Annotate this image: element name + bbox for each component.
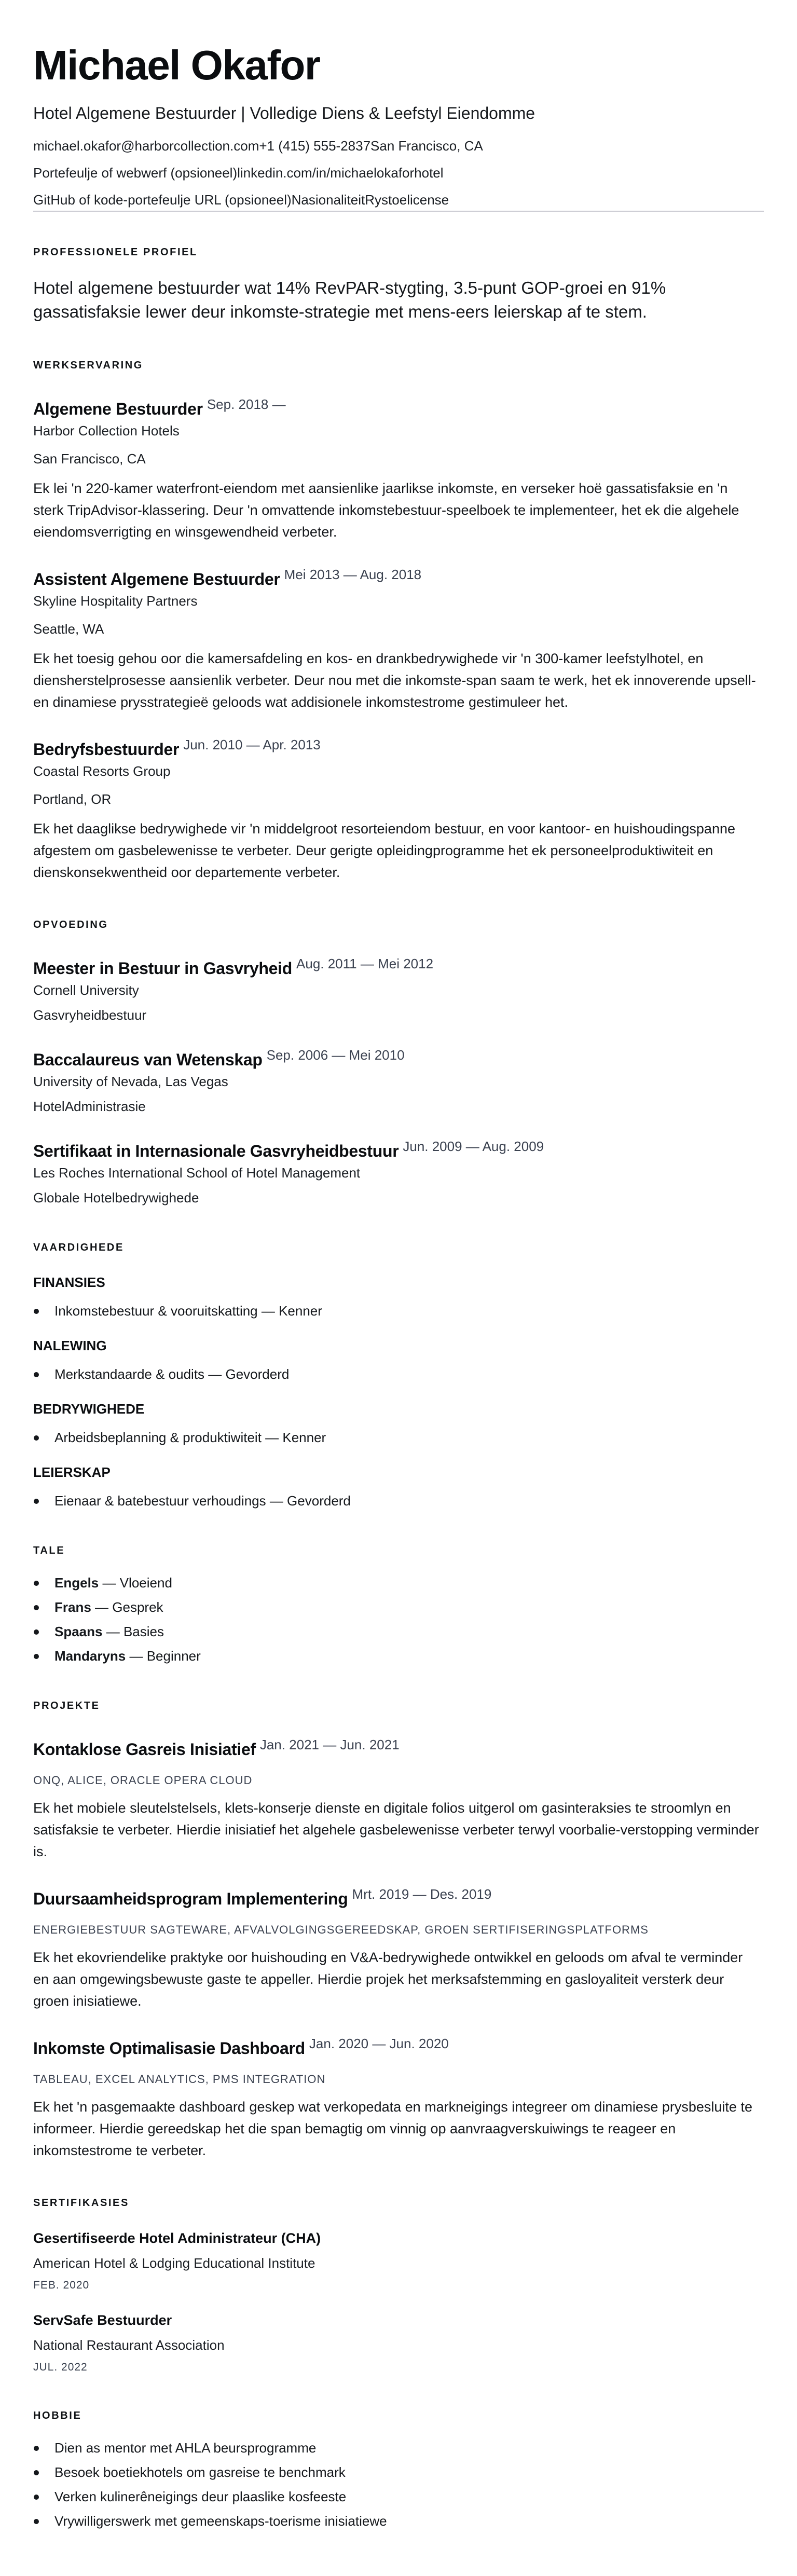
project-dates: Jan. 2021 — Jun. 2021 bbox=[259, 1737, 400, 1752]
skill-text: Inkomstebestuur & vooruitskatting — Kenner bbox=[54, 1303, 322, 1319]
education-section bbox=[33, 919, 764, 1206]
hobby-text: Dien as mentor met AHLA beursprogramme bbox=[54, 2440, 317, 2456]
project-dates: Jan. 2020 — Jun. 2020 bbox=[309, 2036, 449, 2051]
project-tags: ENERGIEBESTUUR SAGTEWARE, AFVALVOLGINGSGEREEDSKAP, GROEN SERTIFISERINGSPLATFORMS bbox=[33, 1923, 649, 1936]
skill-category: FINANSIES bbox=[33, 1275, 105, 1290]
bullet-icon bbox=[34, 1605, 39, 1610]
project-title: Kontaklose Gasreis Inisiatief bbox=[33, 1740, 256, 1759]
field-of-study: Globale Hotelbedrywighede bbox=[33, 1190, 199, 1205]
bullet-icon bbox=[34, 2446, 39, 2451]
education-dates: Aug. 2011 — Mei 2012 bbox=[296, 956, 434, 971]
hobby-text: Verken kulinerêneigings deur plaaslike kosfeeste bbox=[54, 2489, 347, 2504]
license-text: Rystoelicense bbox=[365, 192, 449, 208]
field-of-study: HotelAdministrasie bbox=[33, 1099, 146, 1114]
education-item bbox=[33, 1049, 764, 1115]
project-dates: Mrt. 2019 — Des. 2019 bbox=[352, 1886, 492, 1902]
education-item bbox=[33, 958, 764, 1023]
degree-title: Sertifikaat in Internasionale Gasvryheidbestuur bbox=[33, 1142, 399, 1160]
certification-date: FEB. 2020 bbox=[33, 2279, 90, 2291]
education-dates: Sep. 2006 — Mei 2010 bbox=[266, 1047, 405, 1063]
bullet-icon bbox=[34, 1654, 39, 1659]
bullet-icon bbox=[34, 1499, 39, 1504]
experience-item bbox=[33, 396, 764, 543]
bullet-icon bbox=[34, 2495, 39, 2500]
hobby-item bbox=[33, 2464, 764, 2481]
job-dates: Sep. 2018 — bbox=[207, 396, 286, 412]
language-level: Beginner bbox=[146, 1648, 201, 1664]
contact-info bbox=[33, 138, 764, 211]
language-separator: — bbox=[91, 1599, 113, 1615]
language-separator: — bbox=[99, 1575, 120, 1591]
company-name: Harbor Collection Hotels bbox=[33, 423, 180, 439]
company-name: Coastal Resorts Group bbox=[33, 763, 171, 779]
github-link[interactable]: GitHub of kode-portefeulje URL (opsioneel) bbox=[33, 192, 292, 208]
contact-row-3 bbox=[33, 192, 764, 211]
bullet-icon bbox=[34, 1581, 39, 1586]
certifications-section bbox=[33, 2197, 764, 2374]
hobby-text: Vrywilligerswerk met gemeenskaps-toerisme inisiatiewe bbox=[54, 2513, 387, 2529]
skill-text: Merkstandaarde & oudits — Gevorderd bbox=[54, 1366, 290, 1382]
skill-text: Arbeidsbeplanning & produktiwiteit — Kenner bbox=[54, 1430, 326, 1445]
bullet-icon bbox=[34, 1309, 39, 1314]
certification-item bbox=[33, 2312, 764, 2374]
bullet-icon bbox=[34, 2519, 39, 2524]
headline: Hotel Algemene Bestuurder | Volledige Diens & Leefstyl Eiendomme bbox=[33, 104, 535, 122]
project-item bbox=[33, 1739, 764, 1862]
skill-group bbox=[33, 1275, 764, 1319]
linkedin-link[interactable]: linkedin.com/in/michaelokaforhotel bbox=[237, 165, 444, 181]
education-head bbox=[33, 958, 764, 979]
language-item bbox=[33, 1623, 764, 1640]
portfolio-link[interactable]: Portefeulje of webwerf (opsioneel) bbox=[33, 165, 238, 181]
language-separator: — bbox=[102, 1624, 123, 1639]
job-description: Ek het daaglikse bedrywighede vir 'n middelgroot resorteiendom bestuur, en voor kantoor- en huishoudingspanne afgestem om gasbelewenisse te verbeter. Deur gerigte opleidingprogramme het ek personeelproduktiwiteit en dienskonsekwentheid oor departemente verbeter. bbox=[33, 821, 735, 880]
skill-item bbox=[33, 1492, 764, 1509]
certification-issuer: National Restaurant Association bbox=[33, 2337, 225, 2353]
project-head bbox=[33, 1739, 764, 1760]
skill-category: NALEWING bbox=[33, 1338, 107, 1353]
education-item bbox=[33, 1141, 764, 1206]
job-dates: Mei 2013 — Aug. 2018 bbox=[284, 567, 422, 582]
skill-group bbox=[33, 1401, 764, 1446]
candidate-name: Michael Okafor bbox=[33, 42, 320, 88]
experience-head bbox=[33, 569, 764, 590]
experience-head bbox=[33, 396, 764, 419]
section-title-certifications: SERTIFIKASIES bbox=[33, 2197, 129, 2209]
project-tags: TABLEAU, EXCEL ANALYTICS, PMS INTEGRATION bbox=[33, 2073, 326, 2086]
experience-item bbox=[33, 739, 764, 883]
bullet-icon bbox=[34, 1372, 39, 1377]
skill-item bbox=[33, 1366, 764, 1382]
section-title-projects: PROJEKTE bbox=[33, 1700, 100, 1711]
summary-text: Hotel algemene bestuurder wat 14% RevPAR-stygting, 3.5-punt GOP-groei en 91% gassatisfaksie lewer deur inkomste-strategie met mens-eers leierskap af te stem. bbox=[33, 278, 666, 321]
language-level: Gesprek bbox=[112, 1599, 163, 1615]
education-head bbox=[33, 1141, 764, 1161]
language-separator: — bbox=[126, 1648, 147, 1664]
project-head bbox=[33, 2038, 764, 2059]
job-location: San Francisco, CA bbox=[33, 451, 146, 467]
language-item bbox=[33, 1599, 764, 1615]
job-location: Portland, OR bbox=[33, 791, 112, 807]
school-name: Les Roches International School of Hotel Management bbox=[33, 1165, 361, 1181]
skill-list bbox=[33, 1492, 764, 1509]
section-title-skills: VAARDIGHEDE bbox=[33, 1242, 124, 1253]
education-head bbox=[33, 1049, 764, 1070]
skill-item bbox=[33, 1429, 764, 1446]
job-title: Assistent Algemene Bestuurder bbox=[33, 570, 280, 588]
language-item bbox=[33, 1574, 764, 1591]
skills-section bbox=[33, 1241, 764, 1509]
section-title-education: OPVOEDING bbox=[33, 919, 108, 930]
hobby-item bbox=[33, 2513, 764, 2529]
hobby-item bbox=[33, 2440, 764, 2456]
certification-name: Gesertifiseerde Hotel Administrateur (CHA) bbox=[33, 2230, 321, 2246]
summary-section bbox=[33, 246, 764, 324]
language-level: Basies bbox=[123, 1624, 164, 1639]
section-title-summary: PROFESSIONELE PROFIEL bbox=[33, 246, 198, 258]
experience-section bbox=[33, 359, 764, 883]
language-name: Mandaryns bbox=[54, 1648, 126, 1664]
skill-group bbox=[33, 1338, 764, 1382]
language-level: Vloeiend bbox=[119, 1575, 172, 1591]
project-title: Duursaamheidsprogram Implementering bbox=[33, 1889, 348, 1908]
hobby-item bbox=[33, 2488, 764, 2505]
bullet-icon bbox=[34, 1629, 39, 1635]
degree-title: Baccalaureus van Wetenskap bbox=[33, 1050, 263, 1069]
section-title-languages: TALE bbox=[33, 1545, 65, 1556]
project-description: Ek het mobiele sleutelstelsels, klets-konserje dienste en digitale folios uitgerol om gasinteraksies te stroomlyn en satisfaksie te verbeter. Hierdie inisiatief het algehele gasbelewenisse verbeter terwyl voorbalie-verstopping verminder is. bbox=[33, 1800, 759, 1859]
job-dates: Jun. 2010 — Apr. 2013 bbox=[183, 737, 321, 752]
language-list bbox=[33, 1574, 764, 1664]
skill-category: LEIERSKAP bbox=[33, 1464, 111, 1480]
project-item bbox=[33, 2038, 764, 2161]
school-name: University of Nevada, Las Vegas bbox=[33, 1074, 228, 1089]
project-description: Ek het ekovriendelike praktyke oor huishouding en V&A-bedrywighede ontwikkel en geloods om afval te verminder en aan omgewingsbewuste gaste te appeller. Hierdie projek het merksafstemming en gasloyaliteit versterk deur groen inisiatiewe. bbox=[33, 1950, 743, 2009]
section-title-experience: WERKSERVARING bbox=[33, 360, 143, 371]
nationality-text: Nasionaliteit bbox=[291, 192, 365, 208]
job-title: Bedryfsbestuurder bbox=[33, 740, 180, 759]
project-item bbox=[33, 1888, 764, 2012]
certification-name: ServSafe Bestuurder bbox=[33, 2312, 172, 2328]
experience-item bbox=[33, 569, 764, 713]
company-name: Skyline Hospitality Partners bbox=[33, 593, 198, 609]
contact-row-2 bbox=[33, 165, 764, 192]
degree-title: Meester in Bestuur in Gasvryheid bbox=[33, 959, 293, 978]
project-tags: ONQ, ALICE, ORACLE OPERA CLOUD bbox=[33, 1774, 253, 1787]
job-location: Seattle, WA bbox=[33, 621, 104, 637]
language-item bbox=[33, 1648, 764, 1664]
language-name: Engels bbox=[54, 1575, 99, 1591]
bullet-icon bbox=[34, 2470, 39, 2475]
skill-group bbox=[33, 1464, 764, 1509]
field-of-study: Gasvryheidbestuur bbox=[33, 1007, 147, 1023]
contact-row-1 bbox=[33, 138, 764, 165]
project-description: Ek het 'n pasgemaakte dashboard geskep wat verkopedata en markneigings integreer om dinamiese prysbesluite te informeer. Hierdie gereedskap het die span bemagtig om vinnig op aanvraagverskuiwings te reageer en inkomstestrome te verbeter. bbox=[33, 2099, 752, 2158]
skill-text: Eienaar & batebestuur verhoudings — Gevorderd bbox=[54, 1493, 351, 1509]
language-name: Spaans bbox=[54, 1624, 103, 1639]
location-text: San Francisco, CA bbox=[370, 138, 483, 154]
skill-list bbox=[33, 1303, 764, 1319]
project-head bbox=[33, 1888, 764, 1909]
skill-list bbox=[33, 1366, 764, 1382]
certification-item bbox=[33, 2230, 764, 2292]
education-dates: Jun. 2009 — Aug. 2009 bbox=[403, 1139, 544, 1154]
job-description: Ek lei 'n 220-kamer waterfront-eiendom met aansienlike jaarlikse inkomste, en verseker hoë gassatisfaksie en 'n sterk TripAdvisor-klassering. Deur 'n omvattende inkomstebestuur-speelboek te implementeer, het ek die algehele eiendomsverrigting en winsgewendheid verbeter. bbox=[33, 481, 739, 540]
hobby-text: Besoek boetiekhotels om gasreise te benchmark bbox=[54, 2464, 346, 2480]
bullet-icon bbox=[34, 1435, 39, 1441]
language-name: Frans bbox=[54, 1599, 91, 1615]
skill-item bbox=[33, 1303, 764, 1319]
header-divider bbox=[33, 211, 764, 212]
project-title: Inkomste Optimalisasie Dashboard bbox=[33, 2039, 305, 2058]
certification-date: JUL. 2022 bbox=[33, 2361, 88, 2373]
job-title: Algemene Bestuurder bbox=[33, 400, 203, 418]
hobbies-section bbox=[33, 2409, 764, 2529]
experience-head bbox=[33, 739, 764, 760]
languages-section bbox=[33, 1544, 764, 1664]
resume-header bbox=[33, 44, 764, 212]
skill-category: BEDRYWIGHEDE bbox=[33, 1401, 145, 1417]
certification-issuer: American Hotel & Lodging Educational Institute bbox=[33, 2255, 315, 2271]
skill-list bbox=[33, 1429, 764, 1446]
hobby-list bbox=[33, 2440, 764, 2529]
projects-section bbox=[33, 1700, 764, 2161]
email-link[interactable]: michael.okafor@harborcollection.com bbox=[33, 138, 259, 154]
section-title-hobbies: HOBBIE bbox=[33, 2410, 82, 2421]
phone-link[interactable]: +1 (415) 555-2837 bbox=[259, 138, 371, 154]
job-description: Ek het toesig gehou oor die kamersafdeling en kos- en drankbedrywighede vir 'n 300-kamer leefstylhotel, en diensherstelprosesse aansienlik verbeter. Deur nou met die inkomste-span saam te werk, het ek innoverende upsell- en dinamiese prysstrategieë geloods wat addisionele inkomstestrome gestimuleer het. bbox=[33, 651, 756, 710]
school-name: Cornell University bbox=[33, 982, 139, 998]
